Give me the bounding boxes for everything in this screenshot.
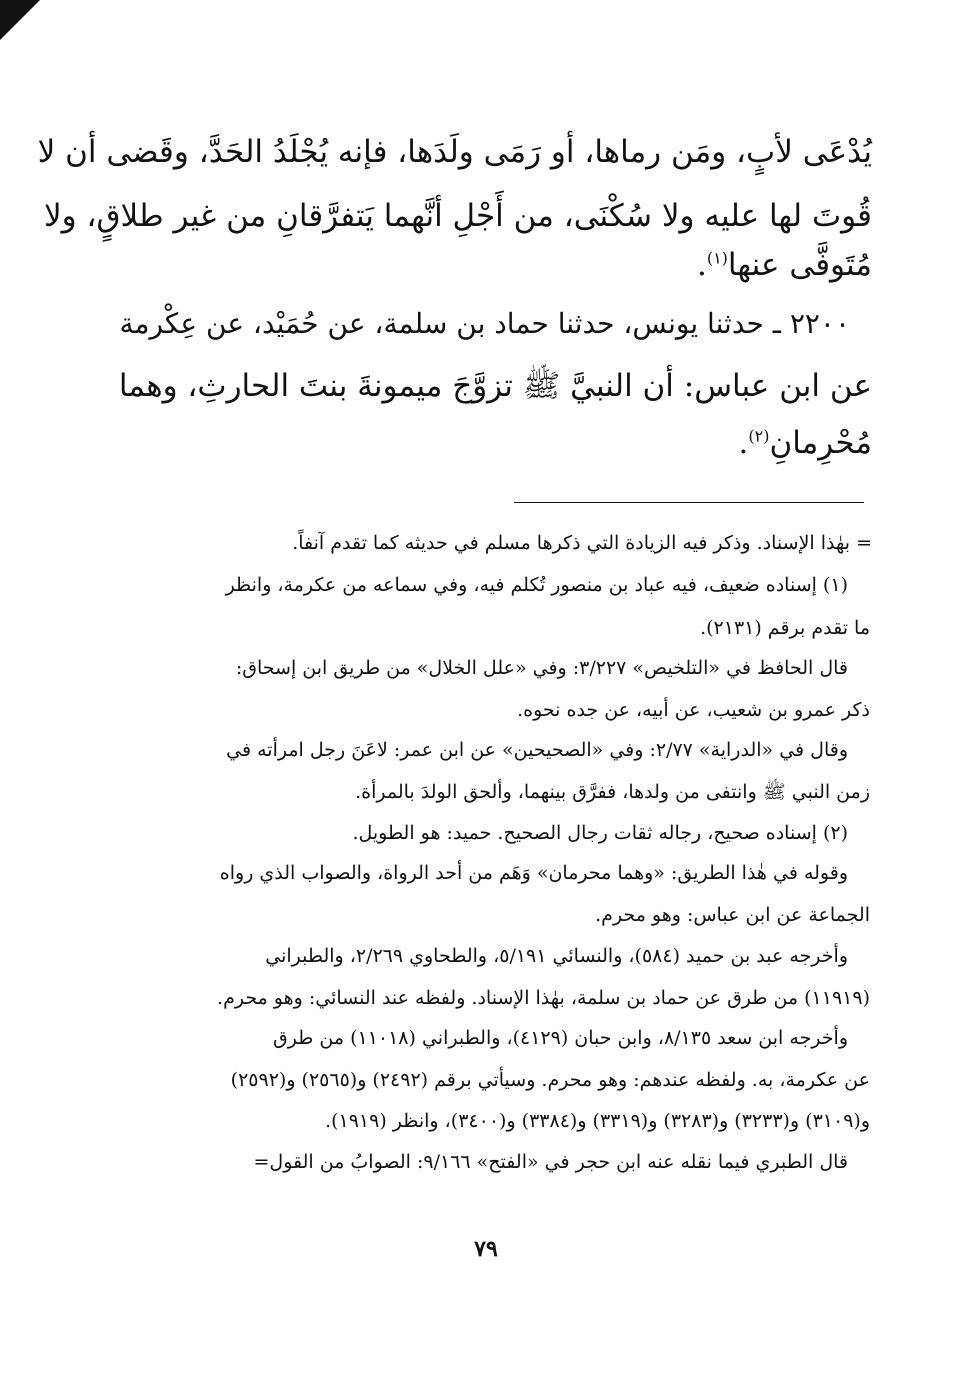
- footnote-2-line-9: قال الطبري فيما نقله عنه ابن حجر في «الفتح» ٩/١٦٦: الصوابُ من القول=: [253, 1151, 848, 1173]
- hadith-text-line-2: [739, 421, 873, 465]
- main-text-line-1: يُدْعَى لأبٍ، ومَن رماها، أو رَمَى ولَدَها، فإنه يُجْلَدُ الحَدَّ، وقَضى أن لا: [37, 134, 872, 170]
- hadith-text-line-2-end: .: [738, 425, 749, 461]
- hadith-isnad: ٢٢٠٠ ـ حدثنا يونس، حدثنا حماد بن سلمة، عن حُمَيْد، عن عِكْرمة: [119, 307, 850, 340]
- main-text-line-2: قُوتَ لها عليه ولا سُكْنَى، من أَجْلِ أنَّهما يَتفرَّقانِ من غير طلاقٍ، ولا: [43, 198, 872, 234]
- main-text-line-3: [697, 243, 872, 287]
- footnote-divider: [514, 502, 864, 503]
- footnote-ref-2: (٢): [748, 426, 770, 446]
- footnote-2-line-4: وأخرجه عبد بن حميد (٥٨٤)، والنسائي ٥/١٩١، والطحاوي ٢/٢٦٩، والطبراني: [265, 945, 848, 967]
- hadith-text-line-2-body: مُحْرِمانِ: [769, 425, 872, 461]
- footnote-1-line-2: ما تقدم برقم (٢١٣١).: [700, 617, 870, 639]
- footnote-1-line-4: ذكر عمرو بن شعيب، عن أبيه، عن جده نحوه.: [517, 699, 870, 721]
- footnote-continuation: = بهٰذا الإسناد. وذكر فيه الزيادة التي ذكرها مسلم في حديثه كما تقدم آنفاً.: [292, 532, 872, 554]
- footnote-2-line-2: وقوله في هٰذا الطريق: «وهما محرمان» وَهَم من أحد الرواة، والصواب الذي رواه: [219, 862, 848, 884]
- footnote-2-line-3: الجماعة عن ابن عباس: وهو محرم.: [595, 904, 870, 926]
- page-number: ٧٩: [474, 1236, 498, 1262]
- footnote-ref-1: (١): [706, 248, 728, 268]
- corner-crop-mark: [0, 0, 40, 40]
- footnote-2-line-5: (١١٩١٩) من طرق عن حماد بن سلمة، بهٰذا الإسناد. ولفظه عند النسائي: وهو محرم.: [217, 987, 870, 1009]
- main-text-line-3-body: مُتَوفَّى عنها: [727, 247, 872, 283]
- footnote-1-line-5: وقال في «الدراية» ٢/٧٧: وفي «الصحيحين» عن ابن عمر: لاعَنَ رجل امرأته في: [226, 739, 848, 761]
- footnote-2-line-6: وأخرجه ابن سعد ٨/١٣٥، وابن حبان (٤١٢٩)، والطبراني (١١٠١٨) من طرق: [273, 1027, 848, 1049]
- footnote-1-line-6: زمن النبي ﷺ وانتفى من ولدها، ففرَّق بينهما، وألحق الولدَ بالمرأة.: [355, 781, 870, 803]
- footnote-1-line-1: (١) إسناده ضعيف، فيه عباد بن منصور تُكلم فيه، وفي سماعه من عكرمة، وانظر: [225, 574, 848, 596]
- footnote-2-line-7: عن عكرمة، به. ولفظه عندهم: وهو محرم. وسيأتي برقم (٢٤٩٢) و(٢٥٦٥) و(٢٥٩٢): [230, 1069, 870, 1091]
- hadith-text-line-1: عن ابن عباس: أن النبيَّ ﷺ تزوَّجَ ميمونةَ بنتَ الحارثِ، وهما: [118, 368, 872, 404]
- main-text-line-3-end: .: [696, 247, 707, 283]
- footnote-2-line-1: (٢) إسناده صحيح، رجاله ثقات رجال الصحيح. حميد: هو الطويل.: [352, 822, 848, 844]
- footnote-2-line-8: و(٣١٠٩) و(٣٢٣٣) و(٣٢٨٣) و(٣٣١٩) و(٣٣٨٤) و(٣٤٠٠)، وانظر (١٩١٩).: [325, 1110, 870, 1132]
- footnote-1-line-3: قال الحافظ في «التلخيص» ٣/٢٢٧: وفي «علل الخلال» من طريق ابن إسحاق:: [235, 657, 848, 679]
